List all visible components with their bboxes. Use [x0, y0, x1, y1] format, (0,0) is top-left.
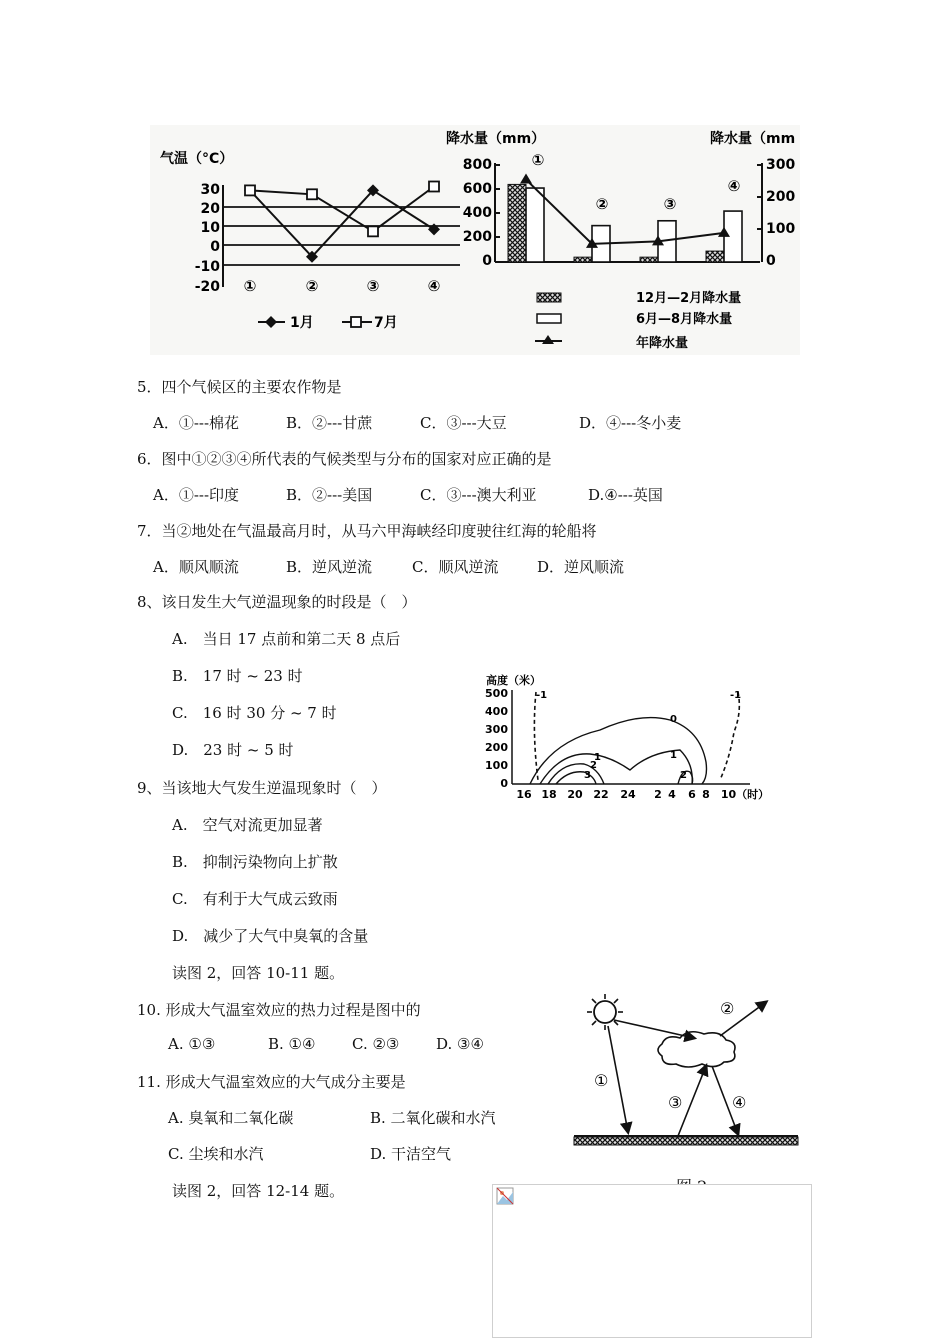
- q8-option-a[interactable]: A. 当日 17 点前和第二天 8 点后: [172, 630, 401, 648]
- svg-text:-1: -1: [536, 690, 548, 701]
- summer-precip-bar: [526, 188, 544, 262]
- inversion-ylabel: 高度（米）: [486, 674, 541, 687]
- temp-category: ①: [243, 277, 257, 295]
- question-9: 9、当该地大气发生逆温现象时（ ）: [137, 779, 387, 797]
- temp-tick: 30: [200, 182, 220, 198]
- q11-option-c[interactable]: C. 尘埃和水汽: [168, 1145, 264, 1163]
- svg-text:0: 0: [670, 714, 677, 725]
- q6-option-d[interactable]: D.④---英国: [588, 486, 663, 504]
- climate-charts-figure: [150, 125, 800, 355]
- arrow-label-2: ②: [720, 999, 735, 1018]
- temp-tick: 20: [200, 201, 220, 217]
- svg-text:400: 400: [462, 205, 492, 221]
- q7-option-b[interactable]: B．逆风逆流: [286, 558, 373, 576]
- q8-option-d[interactable]: D. 23 时 ~ 5 时: [172, 741, 294, 759]
- svg-text:200: 200: [485, 741, 508, 754]
- svg-text:2: 2: [590, 760, 597, 771]
- svg-text:③: ③: [663, 195, 677, 213]
- legend-annual: 年降水量: [636, 336, 689, 351]
- svg-text:24: 24: [620, 788, 636, 801]
- precip-ylabel-right: 降水量（mm: [710, 131, 796, 147]
- svg-text:2: 2: [654, 788, 662, 801]
- image-placeholder: [492, 1184, 812, 1338]
- arrow-label-1: ①: [594, 1071, 609, 1090]
- svg-text:0: 0: [482, 253, 492, 269]
- intro-10-11: 读图 2，回答 10-11 题。: [172, 964, 345, 982]
- svg-text:0: 0: [766, 253, 776, 269]
- temp-ylabel: 气温（°C）: [160, 151, 234, 167]
- svg-text:0: 0: [500, 777, 508, 790]
- q5-option-a[interactable]: A．①---棉花: [153, 414, 240, 432]
- svg-text:4: 4: [668, 788, 676, 801]
- svg-text:16: 16: [516, 788, 532, 801]
- legend-jul: 7月: [374, 315, 398, 331]
- temp-tick: -10: [194, 259, 220, 275]
- arrow-label-4: ④: [732, 1093, 747, 1112]
- jul-temp-point: [368, 226, 378, 236]
- q5-option-d[interactable]: D．④---冬小麦: [579, 414, 682, 432]
- svg-text:100: 100: [766, 221, 796, 237]
- q7-option-a[interactable]: A．顺风顺流: [153, 558, 239, 576]
- svg-text:①: ①: [531, 151, 545, 169]
- question-5: 5．四个气候区的主要农作物是: [137, 378, 342, 396]
- temp-tick: 0: [210, 239, 220, 255]
- svg-text:100: 100: [485, 759, 508, 772]
- svg-text:800: 800: [462, 157, 492, 173]
- q8-option-c[interactable]: C. 16 时 30 分 ~ 7 时: [172, 704, 337, 722]
- question-7: 7．当②地处在气温最高月时，从马六甲海峡经印度驶往红海的轮船将: [137, 522, 597, 540]
- q10-option-a[interactable]: A. ①③: [168, 1035, 216, 1053]
- jul-temp-point: [307, 189, 317, 199]
- q11-option-a[interactable]: A. 臭氧和二氧化碳: [168, 1109, 294, 1127]
- svg-text:18: 18: [541, 788, 557, 801]
- svg-text:-1: -1: [730, 690, 742, 701]
- question-11: 11. 形成大气温室效应的大气成分主要是: [137, 1073, 406, 1091]
- q6-option-c[interactable]: C．③---澳大利亚: [420, 486, 537, 504]
- legend-jan: 1月: [290, 315, 314, 331]
- question-6: 6．图中①②③④所代表的气候类型与分布的国家对应正确的是: [137, 450, 552, 468]
- q5-option-b[interactable]: B．②---甘蔗: [286, 414, 373, 432]
- svg-text:10（时）: 10（时）: [720, 788, 770, 801]
- winter-precip-bar: [508, 184, 526, 262]
- q9-option-d[interactable]: D. 减少了大气中臭氧的含量: [172, 927, 369, 945]
- intro-12-14: 读图 2，回答 12-14 题。: [172, 1182, 345, 1200]
- q9-option-c[interactable]: C. 有利于大气成云致雨: [172, 890, 338, 908]
- svg-text:400: 400: [485, 705, 508, 718]
- q7-option-d[interactable]: D．逆风顺流: [537, 558, 625, 576]
- svg-text:200: 200: [766, 189, 796, 205]
- cloud-icon: [658, 1032, 735, 1067]
- inversion-figure: [480, 672, 780, 802]
- temp-category: ②: [305, 277, 319, 295]
- q10-option-d[interactable]: D. ③④: [436, 1035, 484, 1053]
- q11-option-b[interactable]: B. 二氧化碳和水汽: [370, 1109, 496, 1127]
- svg-text:20: 20: [567, 788, 583, 801]
- temp-category: ④: [427, 277, 441, 295]
- greenhouse-figure: [570, 990, 805, 1155]
- q10-option-b[interactable]: B. ①④: [268, 1035, 316, 1053]
- temp-category: ③: [366, 277, 380, 295]
- temp-tick: -20: [194, 279, 220, 295]
- question-8: 8、该日发生大气逆温现象的时段是（ ）: [137, 593, 417, 611]
- q11-option-d[interactable]: D. 干洁空气: [370, 1145, 452, 1163]
- svg-text:②: ②: [595, 195, 609, 213]
- q6-option-a[interactable]: A．①---印度: [153, 486, 240, 504]
- broken-image-icon: [496, 1187, 514, 1205]
- q9-option-a[interactable]: A. 空气对流更加显著: [172, 816, 323, 834]
- winter-precip-bar: [574, 257, 592, 262]
- legend-winter: 12月—2月降水量: [636, 291, 742, 306]
- svg-text:3: 3: [584, 770, 591, 781]
- precip-ylabel-left: 降水量（mm）: [446, 131, 546, 147]
- q8-option-b[interactable]: B. 17 时 ~ 23 时: [172, 667, 303, 685]
- winter-precip-bar: [640, 257, 658, 262]
- svg-text:④: ④: [727, 177, 741, 195]
- temp-tick: 10: [200, 220, 220, 236]
- q10-option-c[interactable]: C. ②③: [352, 1035, 400, 1053]
- svg-text:300: 300: [766, 157, 796, 173]
- svg-text:1: 1: [594, 752, 601, 763]
- svg-text:22: 22: [593, 788, 609, 801]
- jul-temp-point: [245, 185, 255, 195]
- svg-text:6: 6: [688, 788, 696, 801]
- svg-text:600: 600: [462, 181, 492, 197]
- svg-text:200: 200: [462, 229, 492, 245]
- svg-text:300: 300: [485, 723, 508, 736]
- q5-option-c[interactable]: C．③---大豆: [420, 414, 507, 432]
- svg-text:8: 8: [702, 788, 710, 801]
- question-10: 10. 形成大气温室效应的热力过程是图中的: [137, 1001, 421, 1019]
- sun-icon: [587, 994, 623, 1030]
- svg-text:500: 500: [485, 687, 508, 700]
- q9-option-b[interactable]: B. 抑制污染物向上扩散: [172, 853, 338, 871]
- q6-option-b[interactable]: B．②---美国: [286, 486, 373, 504]
- legend-summer: 6月—8月降水量: [636, 312, 733, 327]
- arrow-label-3: ③: [668, 1093, 683, 1112]
- svg-text:1: 1: [670, 750, 677, 761]
- q7-option-c[interactable]: C．顺风逆流: [412, 558, 499, 576]
- winter-precip-bar: [706, 251, 724, 262]
- jul-temp-point: [429, 182, 439, 192]
- svg-text:2: 2: [680, 770, 687, 781]
